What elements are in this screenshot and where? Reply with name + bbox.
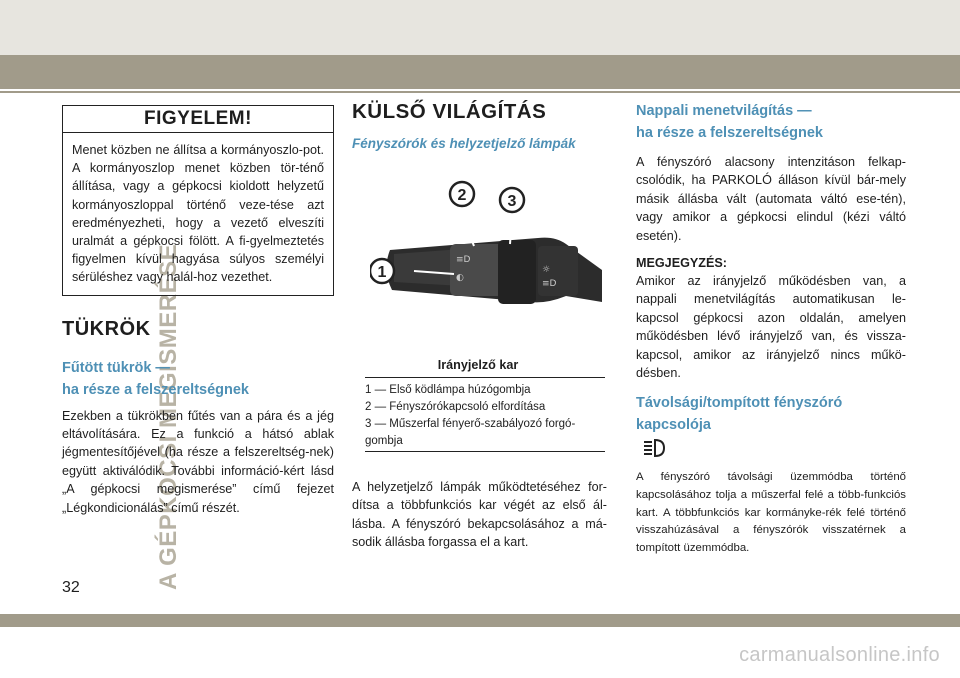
mirrors-heading: TÜKRÖK (62, 317, 151, 340)
callout-1 (370, 259, 394, 283)
column-left (62, 105, 334, 517)
figure-caption: Irányjelző kar (437, 358, 519, 372)
figure-rule-top (365, 377, 605, 378)
svg-text:2: 2 (457, 187, 467, 204)
heated-mirrors-text: Ezekben a tükrökben fűtés van a pára és a jég eltávolítására. Ez a funkció a hátsó ablak jégmentesítőjével (ha része a felszereltség-nek) együtt aktiválódik. További információ-kért lásd „A gépkocsi megismerése” című fejezet „Légkondicionálás” című részét. (62, 408, 334, 515)
parking-lights-text: A helyzetjelző lámpák működtetéséhez for-dítsa a többfunkciós kar végét az első ál-lásba. A fényszóró bekapcsolásához a má-sodik állásba forgassa el a kart. (352, 480, 607, 550)
high-beam-heading-line1: Távolsági/tompított fényszóró (636, 395, 843, 412)
figure-legend-item: 3 — Műszerfal fényerő-szabályozó forgó-gombja (365, 418, 576, 447)
svg-text:3: 3 (507, 193, 517, 210)
warning-title: FIGYELEM! (63, 106, 333, 133)
note-label: MEGJEGYZÉS: (636, 256, 727, 271)
drl-heading-line1: Nappali menetvilágítás — (636, 103, 812, 119)
callout-2 (450, 182, 474, 206)
callout-3 (500, 188, 524, 212)
svg-text:≡D: ≡D (542, 279, 557, 289)
svg-text:☼: ☼ (542, 265, 551, 275)
header-band (0, 0, 960, 55)
heated-mirrors-heading-line2: ha része a felszereltségnek (62, 381, 249, 398)
header-rule (0, 91, 960, 93)
high-beam-text: A fényszóró távolsági üzemmódba történő kapcsolásához tolja a műszerfal felé a több-funkciós kart. A többfunkciós kar kormányke-rék felé történő visszahúzásával a fényszórók visszatérnek a tompított üzemmódba. (636, 471, 906, 554)
footer-bar (0, 614, 960, 627)
svg-text:◐: ◐ (456, 273, 464, 283)
figure-legend (365, 382, 605, 450)
warning-box (62, 105, 334, 296)
heated-mirrors-heading-line1: Fűtött tükrök — (62, 359, 170, 376)
column-right (636, 100, 906, 557)
high-beam-icon (642, 438, 666, 463)
section-side-title: A GÉPKOCSI MEGISMERÉSE (155, 243, 182, 590)
drl-text: A fényszóró alacsony intenzitáson felkap-csolódik, ha PARKOLÓ álláson kívül bár-mely másik állásba vált (automata váltó ese-tén), vagy amikor a gépkocsi elindul (kézi váltó esetén). (636, 155, 906, 243)
turn-signal-lever-figure (370, 178, 604, 326)
warning-text: Menet közben ne állítsa a kormányoszlo-pot. A kormányoszlop menet közben tör-ténő állítása, vagy a gépkocsi kioldott helyzetű kormányoszloppal történő veze-tése azt eredményezheti, hogy a vezető elveszíti uralmát a gépkocsi fölött. A fi-gyelmeztetés figyelmen kívül hagyása súlyos személyi sérüléshez vagy halál-hoz vezethet. (72, 143, 324, 285)
svg-text:1: 1 (377, 264, 387, 281)
headlights-heading: Fényszórók és helyzetjelző lámpák (352, 136, 576, 151)
drl-heading-line2: ha része a felszereltségnek (636, 125, 823, 141)
page-number: 32 (62, 579, 80, 596)
column-middle (352, 100, 607, 151)
svg-text:≡D: ≡D (456, 255, 471, 265)
header-bar (0, 55, 960, 89)
figure-legend-item: 2 — Fényszórókapcsoló elfordítása (365, 401, 546, 413)
watermark: carmanualsonline.info (739, 644, 940, 666)
note-text: Amikor az irányjelző működésben van, a nappali menetvilágítás automatikusan le-kapcsol gépkocsi azon oldalán, amelyen működésben lévő irányjelző van, és vissza-kapcsol, amikor az irányjelző nincs műkö-désben. (636, 274, 906, 381)
figure-legend-item: 1 — Első ködlámpa húzógombja (365, 384, 531, 396)
high-beam-heading-line2: kapcsolója (636, 417, 711, 434)
figure-rule-bottom (365, 451, 605, 452)
column-middle-bottom (352, 478, 607, 552)
exterior-lighting-heading: KÜLSŐ VILÁGÍTÁS (352, 100, 547, 123)
